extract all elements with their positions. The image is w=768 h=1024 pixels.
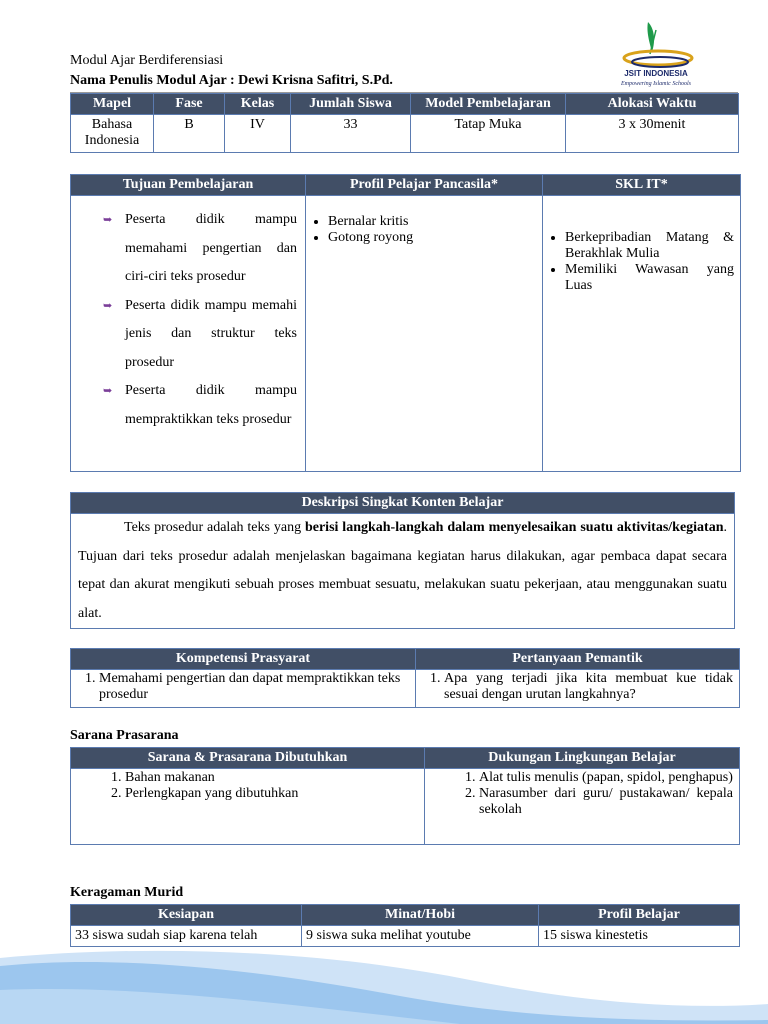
list-item: • Memiliki Wawasan yang Luas [565,262,734,294]
dibutuhkan-cell [71,769,425,845]
list-item: 1. Alat tulis menulis (papan, spidol, penghapus) [479,770,733,786]
info-cell-fase: B [154,115,225,153]
pertanyaan-header: Pertanyaan Pemantik [416,649,740,670]
keragaman-header-profil: Profil Belajar [539,905,740,926]
profil-cell [306,196,543,472]
pertanyaan-cell [416,670,740,708]
info-header-mapel: Mapel [71,94,154,115]
kompetensi-table [70,648,740,708]
sarana-title: Sarana Prasarana [70,728,179,743]
keragaman-cell-profil: 15 siswa kinestetis [539,926,740,947]
keragaman-title: Keragaman Murid [70,885,184,900]
document-title: Modul Ajar Berdiferensiasi [70,53,224,68]
author-line: Nama Penulis Modul Ajar : Dewi Krisna Safitri, S.Pd. [70,73,393,88]
keragaman-header-kesiapan: Kesiapan [71,905,302,926]
keragaman-cell-minat: 9 siswa suka melihat youtube [302,926,539,947]
keragaman-header-minat: Minat/Hobi [302,905,539,926]
keragaman-cell-kesiapan: 33 siswa sudah siap karena telah [71,926,302,947]
dukungan-cell [425,769,740,845]
dukungan-list [451,770,733,818]
footer-wave-decoration [0,940,768,1024]
info-header-kelas: Kelas [225,94,291,115]
sarana-header-dibutuhkan: Sarana & Prasarana Dibutuhkan [71,748,425,769]
list-item: • Bernalar kritis [328,214,534,230]
sarana-table [70,747,740,845]
list-item: ➥ Peserta didik mampu memahami pengertian dan ciri-ciri teks prosedur [101,206,297,292]
list-item: 1. Memahami pengertian dan dapat mempraktikkan teks prosedur [99,671,411,703]
info-header-jumlah-siswa: Jumlah Siswa [291,94,411,115]
goals-header-skl: SKL IT* [543,175,741,196]
logo-text: JSIT INDONESIA [624,69,688,78]
info-cell-model: Tatap Muka [411,115,566,153]
profil-list [306,214,534,246]
pertanyaan-list [416,671,733,703]
goals-header-tujuan: Tujuan Pembelajaran [71,175,306,196]
tujuan-list [101,206,297,434]
skl-cell [543,196,741,472]
tujuan-cell [71,196,306,472]
info-header-model: Model Pembelajaran [411,94,566,115]
jsit-logo-icon [610,18,702,90]
info-header-fase: Fase [154,94,225,115]
goals-table [70,174,741,472]
info-table [70,93,739,153]
list-item: 1. Apa yang terjadi jika kita membuat kue tidak sesuai dengan urutan langkahnya? [444,671,733,703]
list-item: • Gotong royong [328,230,534,246]
kompetensi-header: Kompetensi Prasyarat [71,649,416,670]
list-item: 2. Perlengkapan yang dibutuhkan [125,786,420,802]
info-header-alokasi: Alokasi Waktu [566,94,739,115]
list-item: • Berkepribadian Matang & Berakhlak Mulia [565,230,734,262]
arrow-bullet-icon: ➥ [103,214,113,226]
dibutuhkan-list [97,770,420,802]
kompetensi-list [71,671,411,703]
deskripsi-header: Deskripsi Singkat Konten Belajar [71,493,735,514]
list-item: 1. Bahan makanan [125,770,420,786]
list-item: ➥ Peserta didik mampu memahi jenis dan struktur teks prosedur [101,292,297,378]
info-cell-jumlah-siswa: 33 [291,115,411,153]
list-item: 2. Narasumber dari guru/ pustakawan/ kepala sekolah [479,786,733,818]
sarana-header-dukungan: Dukungan Lingkungan Belajar [425,748,740,769]
list-item: ➥ Peserta didik mampu mempraktikkan teks prosedur [101,377,297,434]
goals-header-profil: Profil Pelajar Pancasila* [306,175,543,196]
arrow-bullet-icon: ➥ [103,385,113,397]
info-cell-mapel: Bahasa Indonesia [71,115,154,153]
jsit-logo [610,18,702,90]
arrow-bullet-icon: ➥ [103,299,113,312]
deskripsi-emphasis: berisi langkah-langkah dalam menyelesaikan suatu aktivitas/kegiatan [304,520,724,535]
info-cell-alokasi: 3 x 30menit [566,115,739,153]
skl-list [543,230,734,294]
deskripsi-table [70,492,735,629]
deskripsi-text: Teks prosedur adalah teks yang berisi langkah-langkah dalam menyelesaikan suatu aktivitas/kegiatan. Tujuan dari teks prosedur adalah menjelaskan bagaimana kegiatan harus dilakukan, agar pembaca dapat secara tepat dan akurat mengikuti sebuah proses membuat sesuatu, melakukan suatu pekerjaan, atau menggunakan suatu alat. [71,514,735,629]
kompetensi-cell [71,670,416,708]
logo-tagline: Empowering Islamic Schools [621,81,691,87]
info-cell-kelas: IV [225,115,291,153]
